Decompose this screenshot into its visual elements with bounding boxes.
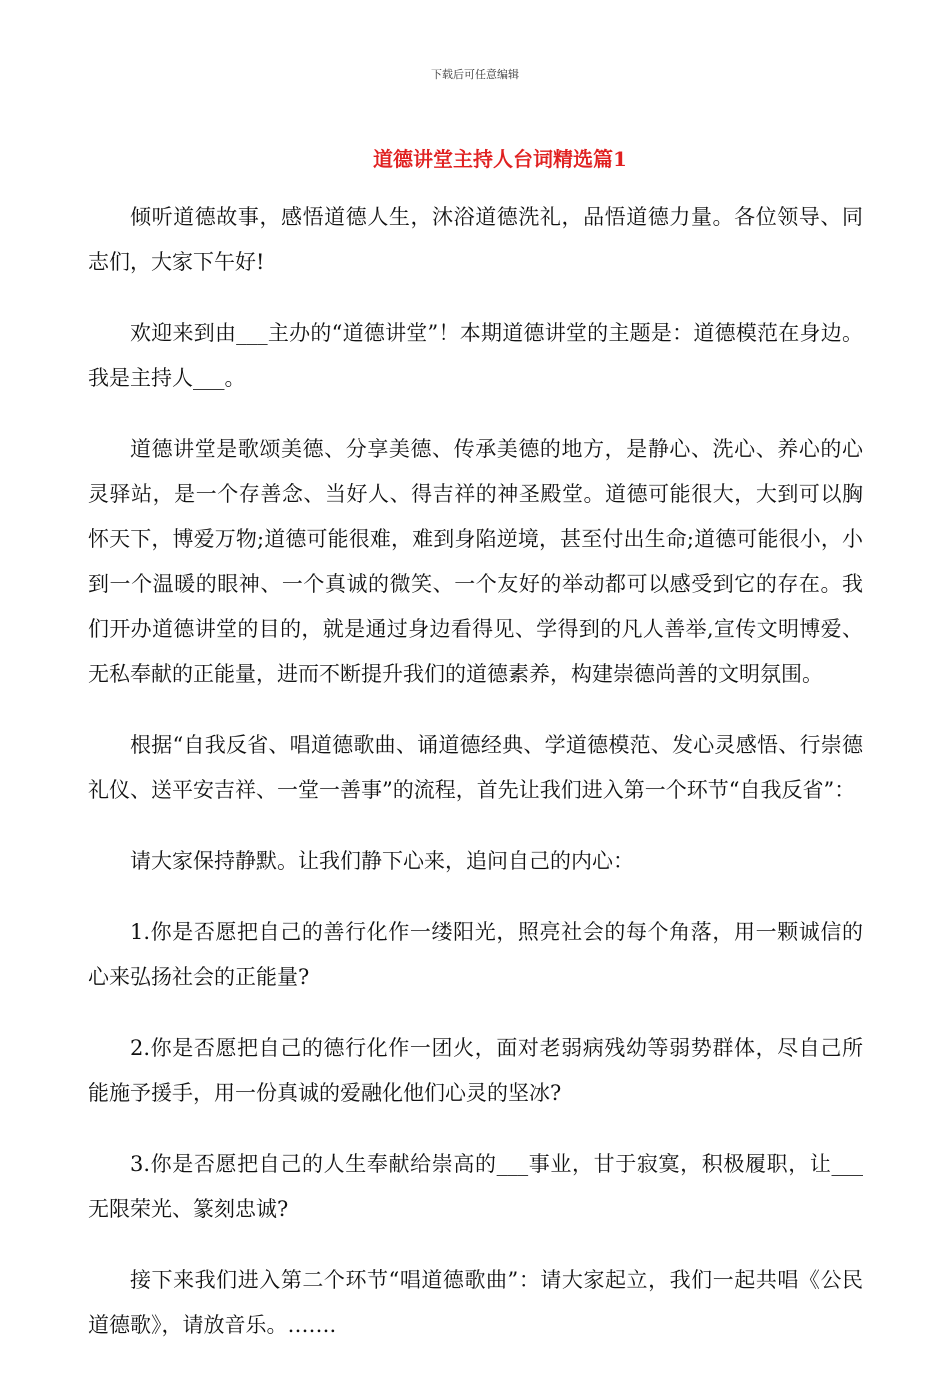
paragraph-silence: 请大家保持静默。让我们静下心来，追问自己的内心：: [130, 849, 634, 873]
paragraph-question-1: 1.你是否愿把自己的善行化作一缕阳光，照亮社会的每个角落，用一颗诚信的心来弘扬社会的正能量?: [88, 920, 863, 989]
document-body: [88, 195, 863, 1374]
paragraph-song: 接下来我们进入第二个环节“唱道德歌曲”：请大家起立，我们一起共唱《公民道德歌》，请放音乐。…….: [88, 1268, 863, 1337]
paragraph-question-2: 2.你是否愿把自己的德行化作一团火，面对老弱病残幼等弱势群体，尽自己所能施予援手，用一份真诚的爱融化他们心灵的坚冰?: [88, 1036, 863, 1105]
header-note: 下载后可任意编辑: [431, 68, 519, 81]
document-title: 道德讲堂主持人台词精选篇1: [373, 147, 627, 171]
paragraph-greeting: 倾听道德故事，感悟道德人生，沐浴道德洗礼，品悟道德力量。各位领导、同志们，大家下午好!: [88, 205, 863, 274]
paragraph-welcome: 欢迎来到由___主办的“道德讲堂”！本期道德讲堂的主题是：道德模范在身边。我是主持人___。: [88, 321, 863, 390]
paragraph-question-3: 3.你是否愿把自己的人生奉献给崇高的___事业，甘于寂寞，积极履职，让___无限荣光、篆刻忠诚?: [88, 1152, 863, 1221]
paragraph-intro: 道德讲堂是歌颂美德、分享美德、传承美德的地方，是静心、洗心、养心的心灵驿站，是一个存善念、当好人、得吉祥的神圣殿堂。道德可能很大，大到可以胸怀天下，博爱万物;道德可能很难，难到身陷逆境，甚至付出生命;道德可能很小，小到一个温暖的眼神、一个真诚的微笑、一个友好的举动都可以感受到它的存在。我们开办道德讲堂的目的，就是通过身边看得见、学得到的凡人善举,宣传文明博爱、无私奉献的正能量，进而不断提升我们的道德素养，构建崇德尚善的文明氛围。: [88, 437, 863, 686]
paragraph-process: 根据“自我反省、唱道德歌曲、诵道德经典、学道德模范、发心灵感悟、行崇德礼仪、送平安吉祥、一堂一善事”的流程，首先让我们进入第一个环节“自我反省”：: [88, 733, 863, 802]
